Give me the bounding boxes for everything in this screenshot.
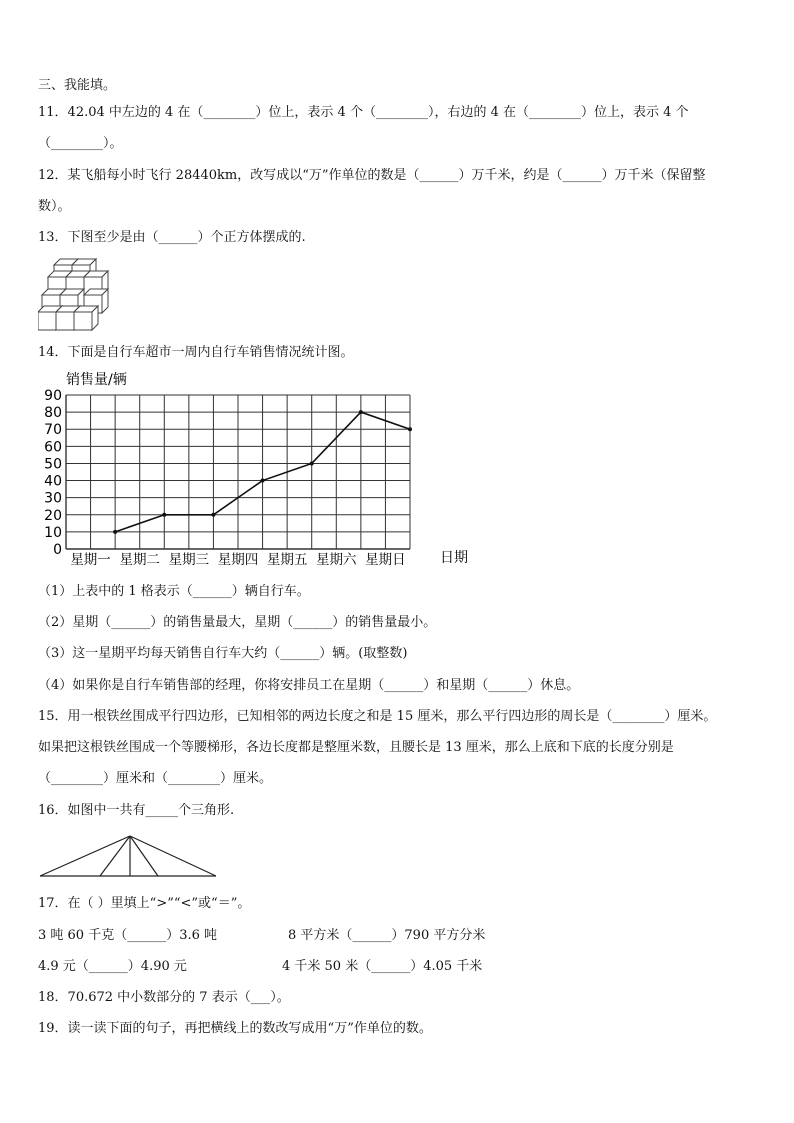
x-tick-label: 星期三: [168, 552, 210, 568]
data-point: [261, 479, 265, 483]
question-15-line2: 如果把这根铁丝围成一个等腰梯形，各边长度都是整厘米数，且腰长是 13 厘米，那么上底和下底的长度分别是: [38, 740, 674, 755]
y-tick-label: 80: [44, 405, 62, 422]
y-tick-label: 70: [44, 422, 62, 439]
question-18: 18．70.672 中小数部分的 7 表示（___）。: [38, 990, 290, 1005]
y-tick-label: 30: [44, 490, 62, 507]
question-13: 13．下图至少是由（______）个正方体摆成的.: [38, 230, 306, 245]
data-point: [359, 410, 363, 414]
x-axis-label: 日期: [440, 550, 468, 566]
question-17: 17．在（ ）里填上“>”“<”或“＝”。: [38, 896, 251, 911]
question-11-line1: 11．42.04 中左边的 4 在（________）位上，表示 4 个（________），右边的 4 在（________）位上，表示 4 个: [38, 105, 689, 120]
sales-line-chart: [36, 368, 476, 568]
x-tick-label: 星期五: [266, 552, 308, 568]
question-15-line3: （________）厘米和（________）厘米。: [38, 771, 273, 786]
question-14: 14．下面是自行车超市一周内自行车销售情况统计图。: [38, 345, 354, 360]
question-14-part3: （3）这一星期平均每天销售自行车大约（______）辆。(取整数): [38, 646, 408, 661]
data-point: [310, 461, 314, 465]
x-tick-label: 星期四: [217, 552, 259, 568]
data-point: [408, 427, 412, 431]
y-tick-label: 0: [53, 542, 62, 558]
question-19: 19．读一读下面的句子，再把横线上的数改写成用“万”作单位的数。: [38, 1021, 432, 1036]
question-15-line1: 15．用一根铁丝围成平行四边形，已知相邻的两边长度之和是 15 厘米，那么平行四边形的周长是（________）厘米。: [38, 709, 717, 724]
question-12-line2: 数）。: [38, 199, 71, 214]
question-14-part1: （1）上表中的 1 格表示（______）辆自行车。: [38, 584, 310, 599]
question-14-part2: （2）星期（______）的销售量最大，星期（______）的销售量最小。: [38, 615, 437, 630]
x-tick-label: 星期日: [365, 552, 406, 568]
x-tick-label: 星期二: [119, 552, 160, 568]
data-point: [113, 530, 117, 534]
question-14-part4: （4）如果你是自行车销售部的经理，你将安排员工在星期（______）和星期（______）休息。: [38, 678, 580, 693]
question-17-item-d: 4 千米 50 米（______）4.05 千米: [282, 959, 483, 974]
y-tick-label: 10: [44, 524, 62, 541]
y-tick-label: 60: [44, 439, 62, 456]
y-tick-label: 20: [44, 507, 62, 524]
x-tick-label: 星期一: [70, 552, 111, 568]
y-tick-label: 90: [44, 388, 62, 404]
y-tick-label: 50: [44, 456, 62, 473]
section-title: 三、我能填。: [38, 78, 117, 93]
question-17-item-b: 8 平方米（______）790 平方分米: [288, 928, 486, 943]
question-17-item-c: 4.9 元（______）4.90 元: [38, 959, 187, 974]
y-tick-label: 40: [44, 473, 62, 490]
cube-stack-figure: [38, 254, 118, 332]
cube: [74, 306, 98, 330]
data-point: [162, 513, 166, 517]
question-12-line1: 12．某飞船每小时飞行 28440km，改写成以“万”作单位的数是（______）万千米，约是（______）万千米（保留整: [38, 168, 706, 183]
y-axis-label: 销售量/辆: [66, 372, 127, 388]
question-17-item-a: 3 吨 60 千克（______）3.6 吨: [38, 928, 218, 943]
question-16: 16．如图中一共有_____个三角形.: [38, 803, 235, 818]
triangle-fan-figure: [38, 834, 220, 880]
x-tick-label: 星期六: [316, 552, 357, 568]
data-point: [211, 513, 215, 517]
question-11-line2: （________）。: [38, 136, 123, 151]
